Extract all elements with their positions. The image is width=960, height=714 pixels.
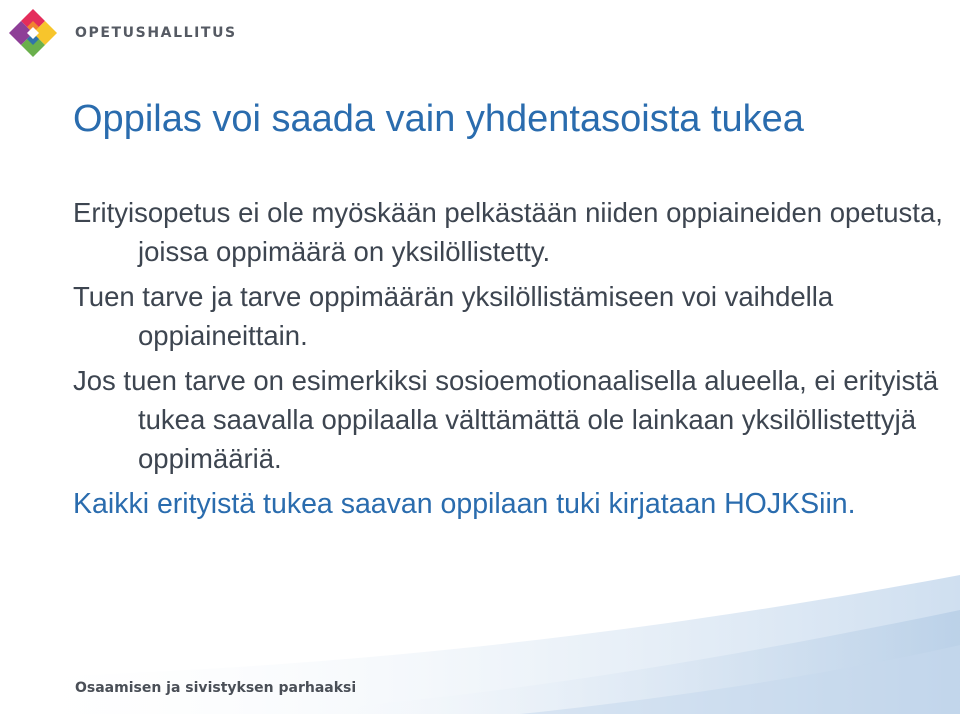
bullet-4: Kaikki erityistä tukea saavan oppilaan tuki kirjataan HOJKSiin.	[73, 488, 856, 520]
slide-title: Oppilas voi saada vain yhdentasoista tukea	[73, 98, 804, 140]
footer-slogan: Osaamisen ja sivistyksen parhaaksi	[75, 680, 357, 696]
bullet-3: Jos tuen tarve on esimerkiksi sosioemotionaalisella alueella, ei erityistä tukea saavalla oppilaalla välttämättä ole lainkaan yksilöllistettyjä oppimääriä.	[73, 365, 939, 474]
diamond-logo-icon	[8, 8, 58, 58]
bullet-1: Erityisopetus ei ole myöskään pelkästään niiden oppiaineiden opetusta, joissa oppimäärä on yksilöllistetty.	[73, 197, 943, 267]
bullet-2: Tuen tarve ja tarve oppimäärän yksilöllistämiseen voi vaihdella oppiaineittain.	[73, 281, 834, 351]
slide-body	[73, 193, 943, 530]
brand-name: OPETUSHALLITUS	[75, 25, 237, 41]
